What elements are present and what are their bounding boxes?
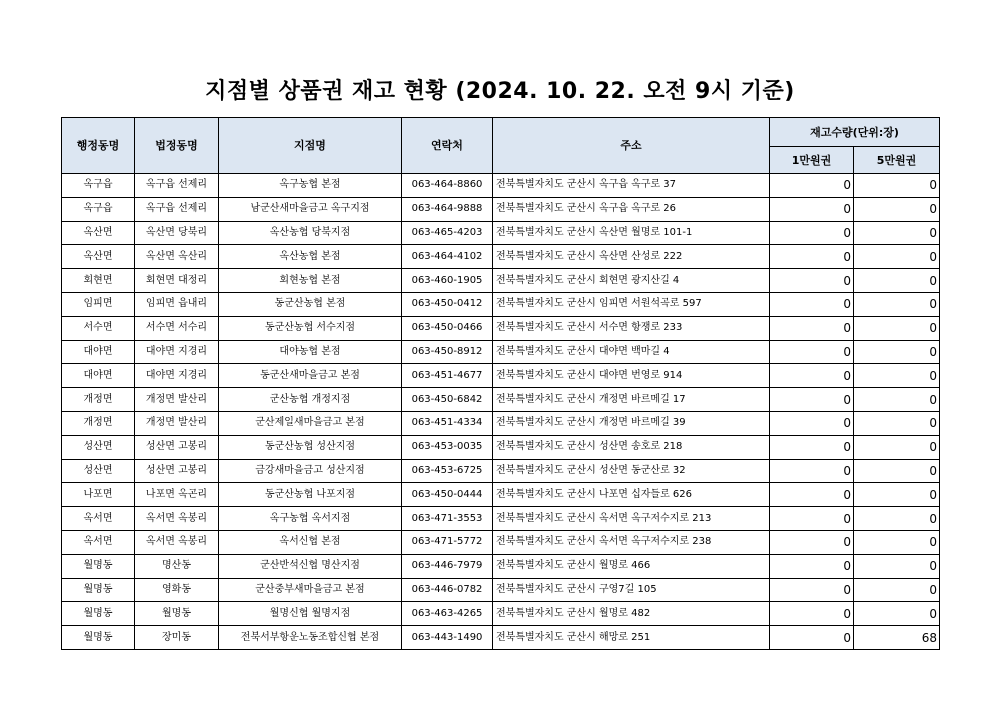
header-50k: 5만원권	[854, 147, 940, 174]
cell-contact: 063-451-4334	[402, 411, 493, 435]
cell-stock-50k: 0	[854, 316, 940, 340]
table-row	[62, 221, 940, 245]
table-row	[62, 483, 940, 507]
cell-branch: 대야농협 본점	[219, 340, 402, 364]
cell-contact: 063-464-4102	[402, 245, 493, 269]
cell-legal-dong: 성산면 고봉리	[135, 435, 219, 459]
cell-admin-dong: 회현면	[62, 269, 135, 293]
cell-legal-dong: 옥서면 옥봉리	[135, 507, 219, 531]
cell-stock-50k: 0	[854, 269, 940, 293]
cell-branch: 옥구농협 본점	[219, 174, 402, 198]
cell-branch: 동군산새마을금고 본점	[219, 364, 402, 388]
table-row	[62, 316, 940, 340]
table-row	[62, 530, 940, 554]
cell-address: 전북특별자치도 군산시 임피면 서원석곡로 597	[493, 292, 770, 316]
header-contact: 연락처	[402, 118, 493, 174]
cell-stock-10k: 0	[770, 530, 854, 554]
cell-contact: 063-460-1905	[402, 269, 493, 293]
cell-branch: 옥산농협 본점	[219, 245, 402, 269]
cell-branch: 전북서부항운노동조합신협 본점	[219, 626, 402, 650]
cell-branch: 동군산농협 서수지점	[219, 316, 402, 340]
cell-address: 전북특별자치도 군산시 옥구읍 옥구로 26	[493, 197, 770, 221]
cell-address: 전북특별자치도 군산시 옥서면 옥구저수지로 238	[493, 530, 770, 554]
cell-stock-50k: 0	[854, 411, 940, 435]
cell-stock-10k: 0	[770, 364, 854, 388]
cell-branch: 군산중부새마을금고 본점	[219, 578, 402, 602]
cell-address: 전북특별자치도 군산시 나포면 십자들로 626	[493, 483, 770, 507]
cell-admin-dong: 옥서면	[62, 507, 135, 531]
cell-stock-10k: 0	[770, 483, 854, 507]
header-10k: 1만원권	[770, 147, 854, 174]
table-row	[62, 435, 940, 459]
cell-address: 전북특별자치도 군산시 옥산면 월명로 101-1	[493, 221, 770, 245]
cell-branch: 동군산농협 성산지점	[219, 435, 402, 459]
cell-legal-dong: 대야면 지경리	[135, 340, 219, 364]
cell-address: 전북특별자치도 군산시 대야면 번영로 914	[493, 364, 770, 388]
cell-admin-dong: 옥산면	[62, 245, 135, 269]
cell-legal-dong: 옥구읍 선제리	[135, 197, 219, 221]
cell-contact: 063-463-4265	[402, 602, 493, 626]
cell-contact: 063-465-4203	[402, 221, 493, 245]
cell-stock-10k: 0	[770, 411, 854, 435]
cell-stock-50k: 0	[854, 388, 940, 412]
cell-contact: 063-443-1490	[402, 626, 493, 650]
cell-legal-dong: 대야면 지경리	[135, 364, 219, 388]
cell-legal-dong: 옥산면 옥산리	[135, 245, 219, 269]
table-row	[62, 626, 940, 650]
cell-address: 전북특별자치도 군산시 해망로 251	[493, 626, 770, 650]
cell-stock-50k: 0	[854, 483, 940, 507]
cell-address: 전북특별자치도 군산시 개정면 바르메길 17	[493, 388, 770, 412]
cell-address: 전북특별자치도 군산시 옥산면 산성로 222	[493, 245, 770, 269]
header-address: 주소	[493, 118, 770, 174]
cell-admin-dong: 나포면	[62, 483, 135, 507]
cell-stock-10k: 0	[770, 388, 854, 412]
cell-admin-dong: 옥서면	[62, 530, 135, 554]
cell-admin-dong: 옥구읍	[62, 197, 135, 221]
table-row	[62, 459, 940, 483]
cell-stock-50k: 68	[854, 626, 940, 650]
cell-stock-10k: 0	[770, 221, 854, 245]
table-row	[62, 174, 940, 198]
cell-stock-50k: 0	[854, 364, 940, 388]
cell-stock-10k: 0	[770, 197, 854, 221]
cell-legal-dong: 회현면 대정리	[135, 269, 219, 293]
cell-contact: 063-450-0444	[402, 483, 493, 507]
cell-stock-10k: 0	[770, 578, 854, 602]
cell-address: 전북특별자치도 군산시 성산면 동군산로 32	[493, 459, 770, 483]
cell-stock-10k: 0	[770, 245, 854, 269]
header-branch: 지점명	[219, 118, 402, 174]
table-row	[62, 411, 940, 435]
cell-stock-50k: 0	[854, 507, 940, 531]
cell-stock-10k: 0	[770, 435, 854, 459]
cell-admin-dong: 성산면	[62, 459, 135, 483]
table-row	[62, 507, 940, 531]
cell-legal-dong: 영화동	[135, 578, 219, 602]
cell-stock-10k: 0	[770, 459, 854, 483]
cell-address: 전북특별자치도 군산시 구영7길 105	[493, 578, 770, 602]
cell-admin-dong: 대야면	[62, 340, 135, 364]
cell-stock-10k: 0	[770, 340, 854, 364]
cell-stock-50k: 0	[854, 530, 940, 554]
cell-stock-10k: 0	[770, 602, 854, 626]
cell-contact: 063-453-0035	[402, 435, 493, 459]
table-row	[62, 269, 940, 293]
cell-legal-dong: 개정면 발산리	[135, 388, 219, 412]
cell-address: 전북특별자치도 군산시 옥구읍 옥구로 37	[493, 174, 770, 198]
cell-stock-10k: 0	[770, 507, 854, 531]
stock-table	[61, 117, 940, 650]
cell-contact: 063-464-8860	[402, 174, 493, 198]
cell-legal-dong: 옥산면 당북리	[135, 221, 219, 245]
table-row	[62, 388, 940, 412]
cell-branch: 남군산새마을금고 옥구지점	[219, 197, 402, 221]
cell-legal-dong: 명산동	[135, 554, 219, 578]
table-row	[62, 245, 940, 269]
header-admin-dong: 행정동명	[62, 118, 135, 174]
cell-contact: 063-453-6725	[402, 459, 493, 483]
cell-branch: 군산농협 개정지점	[219, 388, 402, 412]
cell-admin-dong: 월명동	[62, 578, 135, 602]
cell-address: 전북특별자치도 군산시 월명로 482	[493, 602, 770, 626]
cell-branch: 동군산농협 본점	[219, 292, 402, 316]
cell-legal-dong: 임피면 읍내리	[135, 292, 219, 316]
table-row	[62, 340, 940, 364]
cell-stock-10k: 0	[770, 174, 854, 198]
cell-branch: 군산반석신협 명산지점	[219, 554, 402, 578]
cell-legal-dong: 옥구읍 선제리	[135, 174, 219, 198]
cell-legal-dong: 성산면 고봉리	[135, 459, 219, 483]
cell-stock-10k: 0	[770, 292, 854, 316]
cell-address: 전북특별자치도 군산시 성산면 송호로 218	[493, 435, 770, 459]
page-title: 지점별 상품권 재고 현황 (2024. 10. 22. 오전 9시 기준)	[205, 79, 795, 104]
cell-stock-50k: 0	[854, 602, 940, 626]
table-row	[62, 197, 940, 221]
cell-admin-dong: 개정면	[62, 411, 135, 435]
cell-admin-dong: 옥산면	[62, 221, 135, 245]
cell-branch: 옥산농협 당북지점	[219, 221, 402, 245]
cell-legal-dong: 개정면 발산리	[135, 411, 219, 435]
cell-legal-dong: 장미동	[135, 626, 219, 650]
cell-stock-50k: 0	[854, 174, 940, 198]
cell-stock-10k: 0	[770, 316, 854, 340]
cell-branch: 회현농협 본점	[219, 269, 402, 293]
header-legal-dong: 법정동명	[135, 118, 219, 174]
cell-legal-dong: 서수면 서수리	[135, 316, 219, 340]
table-row	[62, 364, 940, 388]
cell-address: 전북특별자치도 군산시 개정면 바르메길 39	[493, 411, 770, 435]
cell-contact: 063-471-5772	[402, 530, 493, 554]
cell-branch: 옥서신협 본점	[219, 530, 402, 554]
cell-stock-50k: 0	[854, 578, 940, 602]
cell-address: 전북특별자치도 군산시 월명로 466	[493, 554, 770, 578]
cell-legal-dong: 옥서면 옥봉리	[135, 530, 219, 554]
cell-contact: 063-446-0782	[402, 578, 493, 602]
cell-branch: 동군산농협 나포지점	[219, 483, 402, 507]
cell-stock-50k: 0	[854, 292, 940, 316]
cell-stock-50k: 0	[854, 435, 940, 459]
cell-branch: 월명신협 월명지점	[219, 602, 402, 626]
cell-contact: 063-446-7979	[402, 554, 493, 578]
cell-legal-dong: 나포면 옥곤리	[135, 483, 219, 507]
cell-stock-10k: 0	[770, 626, 854, 650]
cell-branch: 옥구농협 옥서지점	[219, 507, 402, 531]
cell-legal-dong: 월명동	[135, 602, 219, 626]
cell-contact: 063-450-6842	[402, 388, 493, 412]
cell-address: 전북특별자치도 군산시 서수면 항쟁로 233	[493, 316, 770, 340]
cell-stock-50k: 0	[854, 221, 940, 245]
cell-stock-10k: 0	[770, 269, 854, 293]
table-row	[62, 292, 940, 316]
table-row	[62, 554, 940, 578]
cell-admin-dong: 월명동	[62, 554, 135, 578]
cell-address: 전북특별자치도 군산시 회현면 광지산길 4	[493, 269, 770, 293]
cell-admin-dong: 개정면	[62, 388, 135, 412]
cell-branch: 금강새마을금고 성산지점	[219, 459, 402, 483]
table-body	[62, 174, 940, 650]
cell-admin-dong: 성산면	[62, 435, 135, 459]
cell-address: 전북특별자치도 군산시 대야면 백마길 4	[493, 340, 770, 364]
cell-stock-50k: 0	[854, 340, 940, 364]
cell-stock-50k: 0	[854, 554, 940, 578]
cell-stock-50k: 0	[854, 197, 940, 221]
cell-stock-50k: 0	[854, 459, 940, 483]
cell-admin-dong: 월명동	[62, 626, 135, 650]
cell-stock-50k: 0	[854, 245, 940, 269]
cell-contact: 063-450-0466	[402, 316, 493, 340]
cell-branch: 군산제일새마을금고 본점	[219, 411, 402, 435]
cell-contact: 063-450-8912	[402, 340, 493, 364]
cell-stock-10k: 0	[770, 554, 854, 578]
cell-contact: 063-451-4677	[402, 364, 493, 388]
cell-admin-dong: 임피면	[62, 292, 135, 316]
cell-admin-dong: 서수면	[62, 316, 135, 340]
cell-contact: 063-450-0412	[402, 292, 493, 316]
cell-admin-dong: 월명동	[62, 602, 135, 626]
table-row	[62, 602, 940, 626]
cell-admin-dong: 대야면	[62, 364, 135, 388]
cell-contact: 063-464-9888	[402, 197, 493, 221]
cell-contact: 063-471-3553	[402, 507, 493, 531]
table-row	[62, 578, 940, 602]
cell-admin-dong: 옥구읍	[62, 174, 135, 198]
cell-address: 전북특별자치도 군산시 옥서면 옥구저수지로 213	[493, 507, 770, 531]
header-stock: 재고수량(단위:장)	[770, 118, 940, 147]
